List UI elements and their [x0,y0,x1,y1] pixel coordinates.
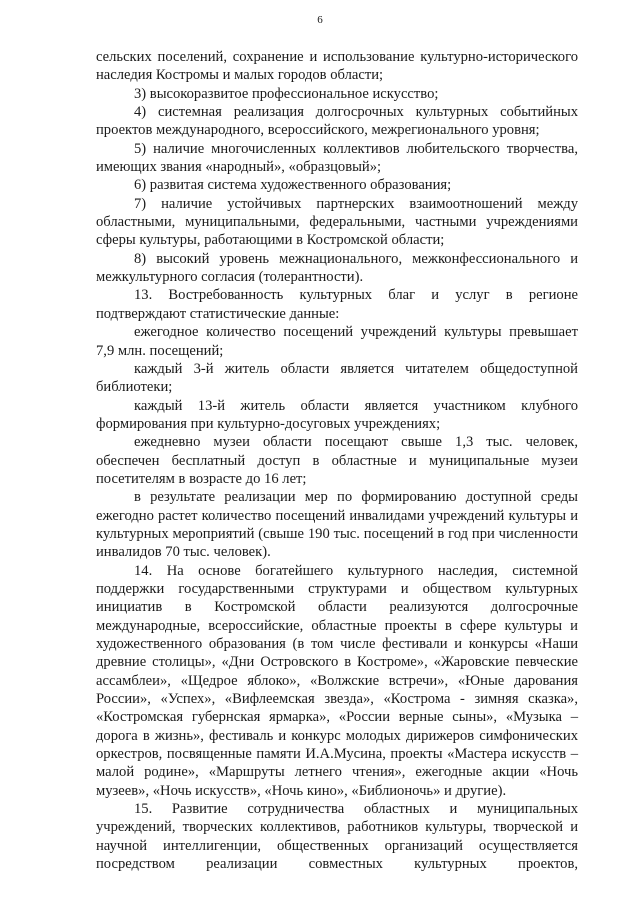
list-item-4: 4) системная реализация долгосрочных культурных событийных проектов международного, всероссийского, межрегионального уровня; [96,104,578,139]
list-item-5: 5) наличие многочисленных коллективов любительского творчества, имеющих звания «народный», «образцовый»; [96,140,578,176]
list-item-8: 8) высокий уровень межнационального, межконфессионального и межкультурного согласия (толерантности). [96,250,578,286]
list-item-6: 6) развитая система художественного образования; [134,177,452,194]
paragraph-continuation: сельских поселений, сохранение и использование культурно-исторического наследия Костромы и малых городов области; [96,49,578,84]
list-item-7: 7) наличие устойчивых партнерских взаимоотношений между областными, муниципальными, федеральными, частными учреждениями сферы культуры, работающими в Костромской области; [96,195,578,249]
section-15: 15. Развитие сотрудничества областных и муниципальных учреждений, творческих коллективов, работников культуры, творческой и научной интеллигенции, общественных организаций осуществляется посредством реализации совместных культурных проектов, [96,801,578,873]
stat-visits: ежегодное количество посещений учреждений культуры превышает 7,9 млн. посещений; [96,324,578,359]
page-number: 6 [317,14,323,26]
stat-museum-visitors: ежедневно музеи области посещают свыше 1,3 тыс. человек, обеспечен бесплатный доступ в областные и муниципальные музеи посетителям в возрасте до 16 лет; [96,434,578,487]
stat-accessibility: в результате реализации мер по формированию доступной среды ежегодно растет количество посещений инвалидами учреждений культуры и культурных мероприятий (свыше 190 тыс. посещений в год при численности инвалидов 70 тыс. человек). [96,489,578,561]
section-13: 13. Востребованность культурных благ и услуг в регионе подтверждают статистические данные: [96,287,578,322]
stat-library-readers: каждый 3-й житель области является читателем общедоступной библиотеки; [96,360,578,396]
document-body [96,48,578,873]
section-14: 14. На основе богатейшего культурного наследия, системной поддержки государственными структурами и обществом культурных инициатив в Костромской области реализуются долгосрочные международные, всероссийские, областные проекты в сфере культуры и художественного образования (в том числе фестивали и конкурсы «Наши древние столицы», «Дни Островского в Костроме», «Жаровские певческие ассамблеи», «Щедрое яблоко», «Волжские встречи», «Юные дарования России», «Успех», «Вифлеемская звезда», «Кострома - зимняя сказка», «Костромская губернская ярмарка», «России верные сыны», «Музыка – дорога в жизнь», фестиваль и конкурс молодых дирижеров симфонических оркестров, посвященные памяти И.А.Мусина, проекты «Мастера искусств – малой родине», «Маршруты летнего чтения», ежегодные акции «Ночь музеев», «Ночь искусств», «Ночь кино», «Библионочь» и другие). [96,562,578,799]
list-item-3: 3) высокоразвитое профессиональное искусство; [134,85,439,102]
stat-club-members: каждый 13-й житель области является участником клубного формирования при культурно-досуговых учреждениях; [96,397,578,432]
